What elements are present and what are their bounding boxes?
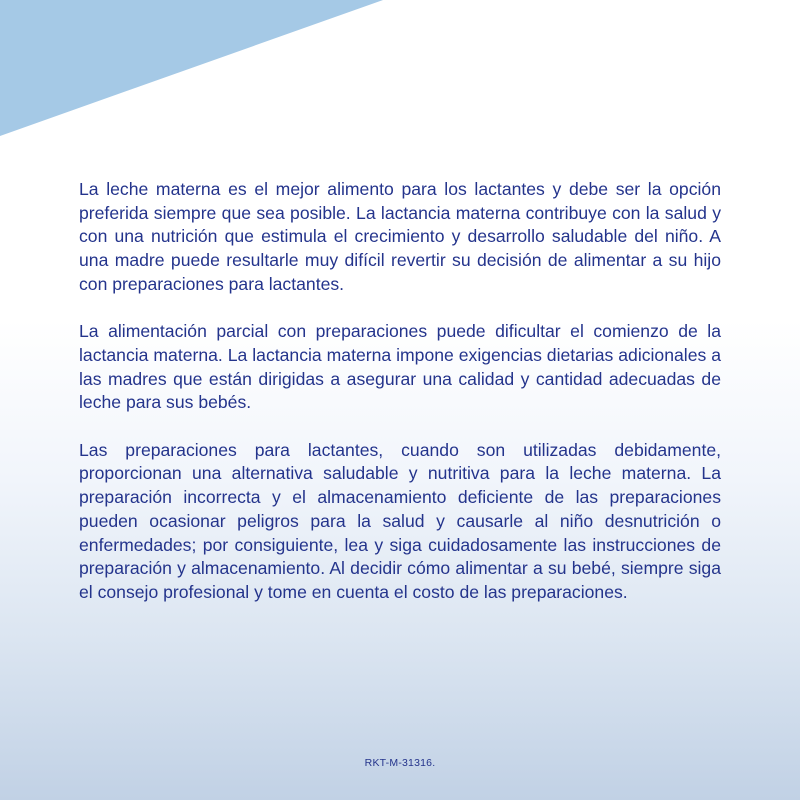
paragraph-breastfeeding-benefits: La leche materna es el mejor alimento para los lactantes y debe ser la opción preferida siempre que sea posible. La lactancia materna contribuye con la salud y con una nutrición que estimula el crecimiento y desarrollo saludable del niño. A una madre puede resultarle muy difícil revertir su decisión de alimentar a su hijo con preparaciones para lactantes. xyxy=(79,179,721,294)
disclaimer-text xyxy=(79,178,721,605)
reference-code: RKT-M-31316. xyxy=(364,757,436,769)
paragraph-partial-feeding: La alimentación parcial con preparaciones puede dificultar el comienzo de la lactancia materna. La lactancia materna impone exigencias dietarias adicionales a las madres que están dirigidas a asegurar una calidad y cantidad adecuadas de leche para sus bebés. xyxy=(79,321,721,413)
paragraph-formula-use: Las preparaciones para lactantes, cuando son utilizadas debidamente, proporcionan una alternativa saludable y nutritiva para la leche materna. La preparación incorrecta y el almacenamiento deficiente de las preparaciones pueden ocasionar peligros para la salud y causarle al niño desnutrición o enfermedades; por consiguiente, lea y siga cuidadosamente las instrucciones de preparación y almacenamiento. Al decidir cómo alimentar a su bebé, siempre siga el consejo profesional y tome en cuenta el costo de las preparaciones. xyxy=(79,439,721,602)
